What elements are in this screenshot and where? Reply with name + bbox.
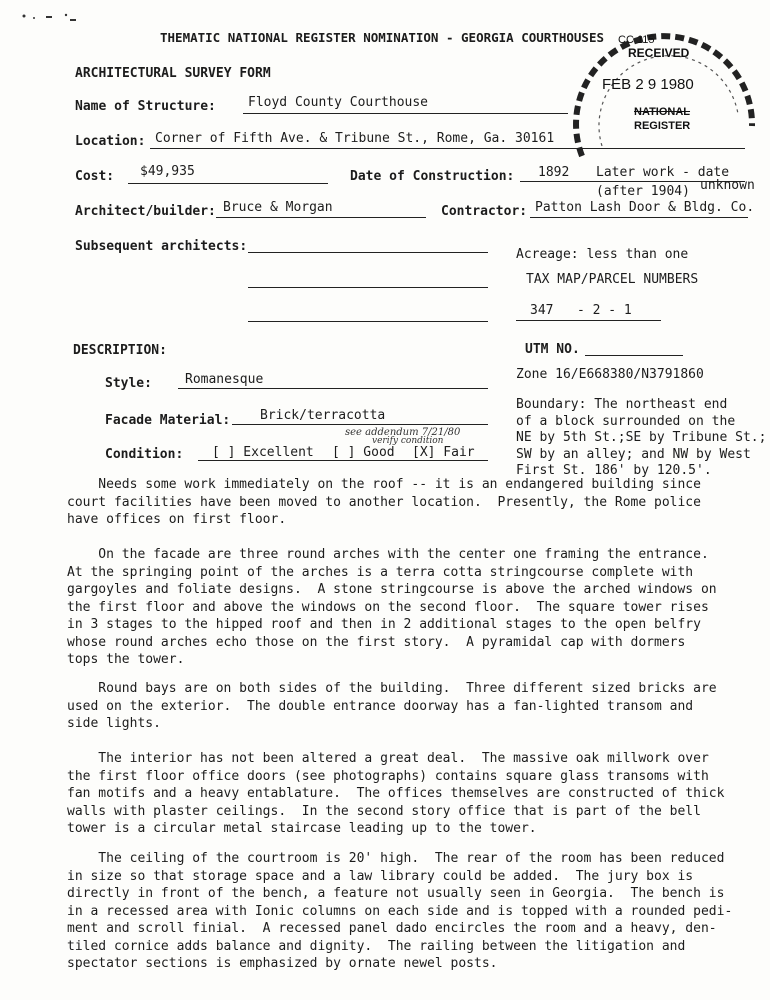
location-value: Corner of Fifth Ave. & Tribune St., Rome, Ga. 30161: [155, 131, 555, 146]
subsequent-line-1: [248, 252, 488, 253]
tax-map-heading: TAX MAP/PARCEL NUMBERS: [526, 272, 699, 287]
paragraph: The ceiling of the courtroom is 20' high. The rear of the room has been reduced in size so that storage space and a law library could be added. The jury box is directly in front of the bench, a feature not usually seen in Georgia. The bench is in a recessed area with Ionic columns on each side and is topped with a rounded pedi- ment and scroll finial. A recessed panel dado encircles the room and a heavy, den- tiled cornice adds balance and dignity. The railing between the litigation and spectator sections is emphasized by ornate newel posts.: [67, 851, 733, 971]
boundary-line: SW by an alley; and NW by West: [516, 446, 751, 462]
subsequent-line-2: [248, 287, 488, 288]
facade-label: Facade Material:: [105, 413, 231, 428]
location-underline: [150, 148, 745, 149]
condition-good: [ ] Good: [332, 445, 395, 460]
parcel-number: 347 - 2 - 1: [530, 303, 632, 318]
facade-underline: [232, 424, 488, 425]
handwritten-note: see addendum 7/21/80: [345, 427, 461, 438]
subsequent-line-3: [248, 321, 488, 322]
scan-specks: [22, 12, 82, 32]
location-label: Location:: [75, 134, 146, 149]
parcel-underline: [516, 320, 661, 321]
subsequent-label: Subsequent architects:: [75, 239, 248, 254]
contractor-label: Contractor:: [441, 204, 528, 219]
architect-value: Bruce & Morgan: [223, 200, 333, 215]
zone-text: Zone 16/E668380/N3791860: [516, 367, 704, 382]
date-construction-label: Date of Construction:: [350, 169, 515, 184]
condition-label: Condition:: [105, 447, 184, 462]
stamp-line2: REGISTER: [634, 120, 691, 132]
cost-underline: [128, 183, 328, 184]
condition-excellent: [ ] Excellent: [212, 445, 314, 460]
facade-value: Brick/terracotta: [260, 408, 386, 423]
unknown-text: unknown: [700, 178, 755, 193]
date-construction-value: 1892: [538, 165, 570, 180]
boundary-block: [516, 397, 766, 480]
paragraph: The interior has not been altered a great deal. The massive oak millwork over the first floor office doors (see photographs) contains square glass transoms with fan motifs and a heavy entablature. The offices themselves are constructed of thick walls with plaster ceilings. In the second story office that is part of the bell tower is a circular metal staircase leading up to the tower.: [67, 751, 725, 836]
later-work-text: Later work - date: [596, 165, 730, 180]
stamp-received: RECEIVED: [628, 46, 690, 60]
cost-value: $49,935: [140, 164, 195, 179]
condition-fair: [X] Fair: [412, 445, 475, 460]
boundary-line: First St. 186' by 120.5'.: [516, 463, 712, 478]
structure-value: Floyd County Courthouse: [248, 95, 429, 110]
architect-underline: [216, 217, 426, 218]
boundary-line: Boundary: The northeast end: [516, 397, 728, 412]
form-name: ARCHITECTURAL SURVEY FORM: [75, 66, 271, 81]
acreage-text: Acreage: less than one: [516, 247, 689, 262]
description-heading: DESCRIPTION:: [73, 343, 167, 358]
contractor-value: Patton Lash Door & Bldg. Co.: [535, 200, 755, 215]
handwritten-note-2: verify condition: [372, 436, 444, 446]
boundary-line: NE by 5th St.;SE by Tribune St.;: [516, 430, 767, 445]
boundary-line: of a block surrounded on the: [516, 413, 736, 429]
stamp-code: CC 115: [618, 34, 655, 46]
received-stamp: [562, 6, 757, 176]
architect-label: Architect/builder:: [75, 204, 216, 219]
stamp-date: FEB 2 9 1980: [602, 76, 694, 93]
utm-label: UTM NO.: [525, 342, 580, 357]
after-text: (after 1904): [596, 184, 690, 199]
cost-label: Cost:: [75, 169, 115, 184]
style-label: Style:: [105, 376, 152, 391]
utm-underline: [585, 355, 683, 356]
paragraph: Round bays are on both sides of the building. Three different sized bricks are used on the exterior. The double entrance doorway has a fan-lighted transom and side lights.: [67, 681, 717, 731]
paragraph: Needs some work immediately on the roof -- it is an endangered building since court facilities have been moved to another location. Presently, the Rome police have offices on first floor.: [67, 477, 701, 527]
style-value: Romanesque: [185, 372, 264, 387]
stamp-line1: NATIONAL: [634, 106, 691, 118]
condition-underline: [198, 460, 488, 461]
structure-underline: [243, 113, 568, 114]
form-title: THEMATIC NATIONAL REGISTER NOMINATION - GEORGIA COURTHOUSES: [160, 30, 605, 45]
contractor-underline: [530, 217, 748, 218]
style-underline: [178, 388, 488, 389]
structure-label: Name of Structure:: [75, 99, 216, 114]
paragraph: On the facade are three round arches with the center one framing the entrance. At the springing point of the arches is a terra cotta stringcourse complete with gargoyles and foliate designs. A stone stringcourse is above the arched windows on the first floor and above the windows on the second floor. The square tower rises in 3 stages to the hipped roof and then in 2 additional stages to the open belfry whose round arches echo those on the first story. A pyramidal cap with dormers tops the tower.: [67, 547, 717, 667]
